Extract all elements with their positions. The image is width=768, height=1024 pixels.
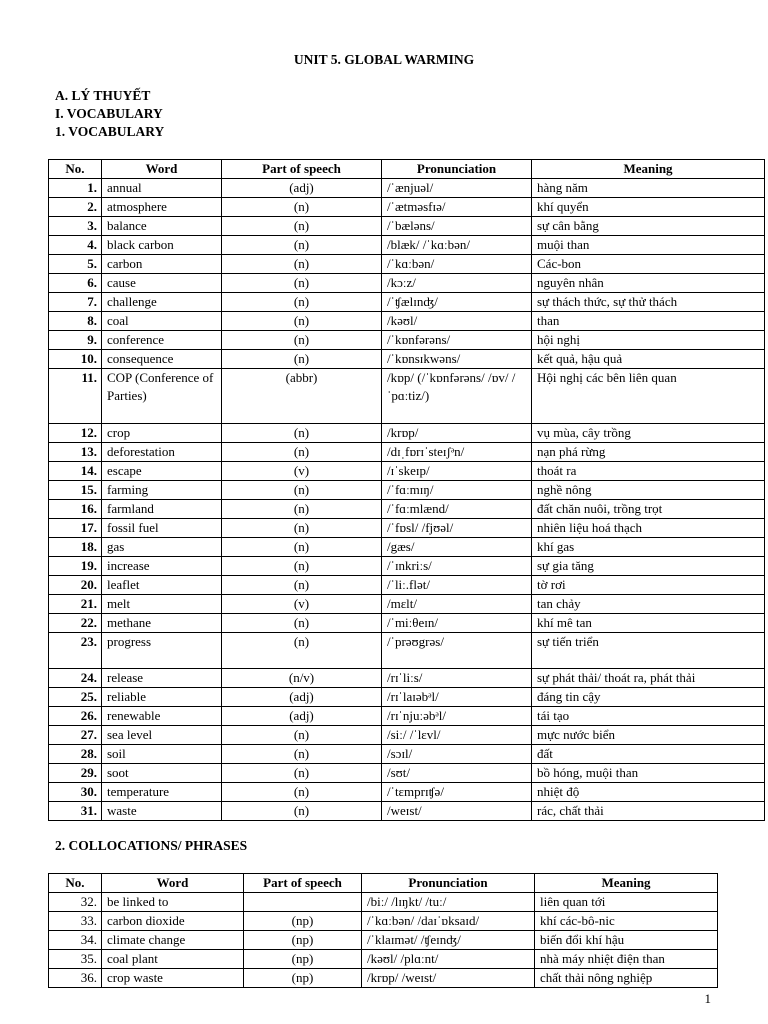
row-part-of-speech: (np) bbox=[244, 912, 362, 931]
row-meaning: nhiệt độ bbox=[532, 783, 765, 802]
row-meaning: bồ hóng, muội than bbox=[532, 764, 765, 783]
row-word: gas bbox=[102, 538, 222, 557]
row-meaning: Các-bon bbox=[532, 255, 765, 274]
row-number: 30. bbox=[49, 783, 102, 802]
row-part-of-speech bbox=[244, 893, 362, 912]
row-number: 32. bbox=[49, 893, 102, 912]
row-meaning: đáng tin cậy bbox=[532, 688, 765, 707]
row-number: 2. bbox=[49, 198, 102, 217]
row-word: melt bbox=[102, 595, 222, 614]
table-row bbox=[49, 707, 765, 726]
row-number: 1. bbox=[49, 179, 102, 198]
row-pronunciation: /ˈprəʊgrəs/ bbox=[382, 633, 532, 669]
table-row bbox=[49, 331, 765, 350]
row-word: crop waste bbox=[102, 969, 244, 988]
row-word: conference bbox=[102, 331, 222, 350]
row-meaning: nguyên nhân bbox=[532, 274, 765, 293]
row-pronunciation: /ˈbæləns/ bbox=[382, 217, 532, 236]
row-pronunciation: /biː/ /lɪŋkt/ /tuː/ bbox=[362, 893, 535, 912]
row-word: renewable bbox=[102, 707, 222, 726]
row-word: challenge bbox=[102, 293, 222, 312]
header-pronunciation: Pronunciation bbox=[382, 160, 532, 179]
row-pronunciation: /ˈfɑːmlænd/ bbox=[382, 500, 532, 519]
vocabulary-section-heading: I. VOCABULARY bbox=[55, 106, 163, 121]
row-meaning: khí các-bô-nic bbox=[535, 912, 718, 931]
row-meaning: nghề nông bbox=[532, 481, 765, 500]
row-number: 18. bbox=[49, 538, 102, 557]
collocations-table bbox=[48, 873, 718, 988]
row-meaning: hàng năm bbox=[532, 179, 765, 198]
row-pronunciation: /ˈklaɪmət/ /ʧeɪnʤ/ bbox=[362, 931, 535, 950]
row-number: 7. bbox=[49, 293, 102, 312]
table-row bbox=[49, 255, 765, 274]
row-pronunciation: /kəʊl/ bbox=[382, 312, 532, 331]
header-word: Word bbox=[102, 160, 222, 179]
row-number: 6. bbox=[49, 274, 102, 293]
row-word: reliable bbox=[102, 688, 222, 707]
row-meaning: tái tạo bbox=[532, 707, 765, 726]
row-part-of-speech: (n) bbox=[222, 557, 382, 576]
row-number: 26. bbox=[49, 707, 102, 726]
row-word: atmosphere bbox=[102, 198, 222, 217]
row-part-of-speech: (n) bbox=[222, 783, 382, 802]
page-number: 1 bbox=[704, 991, 711, 1006]
row-part-of-speech: (n) bbox=[222, 331, 382, 350]
row-part-of-speech: (np) bbox=[244, 969, 362, 988]
row-meaning: sự cân bằng bbox=[532, 217, 765, 236]
row-meaning: chất thải nông nghiệp bbox=[535, 969, 718, 988]
row-part-of-speech: (n) bbox=[222, 576, 382, 595]
row-number: 17. bbox=[49, 519, 102, 538]
table-row bbox=[49, 576, 765, 595]
table-row bbox=[49, 424, 765, 443]
row-meaning: sự thách thức, sự thử thách bbox=[532, 293, 765, 312]
row-pronunciation: /kɔːz/ bbox=[382, 274, 532, 293]
row-pronunciation: /rɪˈnjuːəbᵊl/ bbox=[382, 707, 532, 726]
row-word: leaflet bbox=[102, 576, 222, 595]
row-part-of-speech: (n) bbox=[222, 274, 382, 293]
row-meaning: đất bbox=[532, 745, 765, 764]
header-meaning: Meaning bbox=[532, 160, 765, 179]
table-row bbox=[49, 198, 765, 217]
header-word: Word bbox=[102, 874, 244, 893]
row-part-of-speech: (adj) bbox=[222, 688, 382, 707]
table-row bbox=[49, 500, 765, 519]
row-pronunciation: /ˈɪnkriːs/ bbox=[382, 557, 532, 576]
row-number: 31. bbox=[49, 802, 102, 821]
row-part-of-speech: (n) bbox=[222, 802, 382, 821]
row-pronunciation: /weɪst/ bbox=[382, 802, 532, 821]
row-word: carbon bbox=[102, 255, 222, 274]
header-no: No. bbox=[49, 160, 102, 179]
row-part-of-speech: (n) bbox=[222, 255, 382, 274]
table-row bbox=[49, 802, 765, 821]
row-meaning: tan chảy bbox=[532, 595, 765, 614]
row-word: annual bbox=[102, 179, 222, 198]
row-pronunciation: /ˈliː.flət/ bbox=[382, 576, 532, 595]
row-part-of-speech: (n) bbox=[222, 236, 382, 255]
table-row bbox=[49, 557, 765, 576]
row-part-of-speech: (adj) bbox=[222, 179, 382, 198]
row-pronunciation: /kɒp/ (/ˈkɒnfərəns/ /ɒv/ /ˈpɑːtiz/) bbox=[382, 369, 532, 424]
row-word: be linked to bbox=[102, 893, 244, 912]
row-part-of-speech: (n) bbox=[222, 633, 382, 669]
row-meaning: kết quả, hậu quả bbox=[532, 350, 765, 369]
table-row bbox=[49, 481, 765, 500]
row-meaning: đất chăn nuôi, trồng trọt bbox=[532, 500, 765, 519]
row-number: 16. bbox=[49, 500, 102, 519]
row-word: black carbon bbox=[102, 236, 222, 255]
row-word: fossil fuel bbox=[102, 519, 222, 538]
table-row bbox=[49, 633, 765, 669]
vocabulary-table bbox=[48, 159, 765, 821]
row-word: farming bbox=[102, 481, 222, 500]
vocabulary-subheading: 1. VOCABULARY bbox=[55, 124, 165, 139]
row-word: increase bbox=[102, 557, 222, 576]
row-meaning: mực nước biển bbox=[532, 726, 765, 745]
row-word: methane bbox=[102, 614, 222, 633]
row-word: sea level bbox=[102, 726, 222, 745]
row-number: 27. bbox=[49, 726, 102, 745]
row-meaning: nhà máy nhiệt điện than bbox=[535, 950, 718, 969]
table-row bbox=[49, 726, 765, 745]
row-number: 9. bbox=[49, 331, 102, 350]
table-row bbox=[49, 350, 765, 369]
header-meaning: Meaning bbox=[535, 874, 718, 893]
collocations-heading: 2. COLLOCATIONS/ PHRASES bbox=[55, 838, 248, 853]
table-row bbox=[49, 595, 765, 614]
row-number: 15. bbox=[49, 481, 102, 500]
header-part-of-speech: Part of speech bbox=[244, 874, 362, 893]
row-part-of-speech: (n) bbox=[222, 538, 382, 557]
table-row bbox=[49, 688, 765, 707]
row-number: 12. bbox=[49, 424, 102, 443]
row-meaning: sự phát thải/ thoát ra, phát thải bbox=[532, 669, 765, 688]
row-part-of-speech: (n) bbox=[222, 350, 382, 369]
row-part-of-speech: (n) bbox=[222, 614, 382, 633]
row-number: 21. bbox=[49, 595, 102, 614]
row-part-of-speech: (n) bbox=[222, 726, 382, 745]
row-meaning: khí gas bbox=[532, 538, 765, 557]
row-part-of-speech: (np) bbox=[244, 950, 362, 969]
row-number: 23. bbox=[49, 633, 102, 669]
row-word: release bbox=[102, 669, 222, 688]
row-number: 8. bbox=[49, 312, 102, 331]
row-word: coal bbox=[102, 312, 222, 331]
row-number: 25. bbox=[49, 688, 102, 707]
header-part-of-speech: Part of speech bbox=[222, 160, 382, 179]
header-no: No. bbox=[49, 874, 102, 893]
row-meaning: liên quan tới bbox=[535, 893, 718, 912]
table-row bbox=[49, 538, 765, 557]
row-number: 36. bbox=[49, 969, 102, 988]
row-part-of-speech: (n) bbox=[222, 312, 382, 331]
row-pronunciation: /ɪˈskeɪp/ bbox=[382, 462, 532, 481]
row-part-of-speech: (n) bbox=[222, 481, 382, 500]
row-part-of-speech: (n) bbox=[222, 198, 382, 217]
row-part-of-speech: (n) bbox=[222, 745, 382, 764]
header-pronunciation: Pronunciation bbox=[362, 874, 535, 893]
row-word: deforestation bbox=[102, 443, 222, 462]
row-part-of-speech: (n) bbox=[222, 293, 382, 312]
row-word: temperature bbox=[102, 783, 222, 802]
row-pronunciation: /ˈʧælɪnʤ/ bbox=[382, 293, 532, 312]
table-row bbox=[49, 931, 718, 950]
table-row bbox=[49, 893, 718, 912]
table-row bbox=[49, 312, 765, 331]
row-pronunciation: /gæs/ bbox=[382, 538, 532, 557]
row-pronunciation: /ˈkɒnfərəns/ bbox=[382, 331, 532, 350]
row-word: COP (Conference of Parties) bbox=[102, 369, 222, 424]
row-number: 33. bbox=[49, 912, 102, 931]
row-pronunciation: /ˈkɑːbən/ bbox=[382, 255, 532, 274]
row-meaning: sự gia tăng bbox=[532, 557, 765, 576]
row-meaning: thoát ra bbox=[532, 462, 765, 481]
row-part-of-speech: (n) bbox=[222, 424, 382, 443]
row-word: consequence bbox=[102, 350, 222, 369]
row-part-of-speech: (n) bbox=[222, 519, 382, 538]
row-pronunciation: /dɪˌfɒrɪˈsteɪʃᵊn/ bbox=[382, 443, 532, 462]
row-pronunciation: /ˈkɑːbən/ /daɪˈɒksaɪd/ bbox=[362, 912, 535, 931]
row-meaning: khí quyển bbox=[532, 198, 765, 217]
row-pronunciation: /ˈkɒnsɪkwəns/ bbox=[382, 350, 532, 369]
row-pronunciation: /mɛlt/ bbox=[382, 595, 532, 614]
row-word: balance bbox=[102, 217, 222, 236]
table-row bbox=[49, 745, 765, 764]
row-number: 22. bbox=[49, 614, 102, 633]
row-number: 14. bbox=[49, 462, 102, 481]
row-word: waste bbox=[102, 802, 222, 821]
row-part-of-speech: (n) bbox=[222, 764, 382, 783]
row-word: coal plant bbox=[102, 950, 244, 969]
row-number: 24. bbox=[49, 669, 102, 688]
table-row bbox=[49, 783, 765, 802]
document-title: UNIT 5. GLOBAL WARMING bbox=[293, 52, 475, 67]
table-header-row bbox=[49, 160, 765, 179]
row-word: crop bbox=[102, 424, 222, 443]
table-header-row bbox=[49, 874, 718, 893]
row-number: 5. bbox=[49, 255, 102, 274]
row-meaning: tờ rơi bbox=[532, 576, 765, 595]
row-meaning: muội than bbox=[532, 236, 765, 255]
row-pronunciation: /rɪˈliːs/ bbox=[382, 669, 532, 688]
table-row bbox=[49, 669, 765, 688]
table-row bbox=[49, 236, 765, 255]
row-number: 28. bbox=[49, 745, 102, 764]
row-number: 13. bbox=[49, 443, 102, 462]
row-pronunciation: /ˈfɒsl/ /fjʊəl/ bbox=[382, 519, 532, 538]
table-row bbox=[49, 764, 765, 783]
table-row bbox=[49, 443, 765, 462]
row-part-of-speech: (n) bbox=[222, 217, 382, 236]
row-meaning: hội nghị bbox=[532, 331, 765, 350]
row-word: escape bbox=[102, 462, 222, 481]
row-part-of-speech: (v) bbox=[222, 595, 382, 614]
row-pronunciation: /sʊt/ bbox=[382, 764, 532, 783]
row-word: progress bbox=[102, 633, 222, 669]
row-word: farmland bbox=[102, 500, 222, 519]
row-number: 4. bbox=[49, 236, 102, 255]
row-pronunciation: /sɔɪl/ bbox=[382, 745, 532, 764]
row-pronunciation: /ˈfɑːmɪŋ/ bbox=[382, 481, 532, 500]
row-number: 10. bbox=[49, 350, 102, 369]
table-row bbox=[49, 969, 718, 988]
row-number: 3. bbox=[49, 217, 102, 236]
row-pronunciation: /blæk/ /ˈkɑːbən/ bbox=[382, 236, 532, 255]
row-meaning: nạn phá rừng bbox=[532, 443, 765, 462]
table-row bbox=[49, 217, 765, 236]
row-part-of-speech: (n/v) bbox=[222, 669, 382, 688]
table-row bbox=[49, 179, 765, 198]
row-part-of-speech: (abbr) bbox=[222, 369, 382, 424]
row-part-of-speech: (adj) bbox=[222, 707, 382, 726]
row-meaning: rác, chất thải bbox=[532, 802, 765, 821]
row-part-of-speech: (n) bbox=[222, 443, 382, 462]
row-word: carbon dioxide bbox=[102, 912, 244, 931]
table-row bbox=[49, 519, 765, 538]
table-row bbox=[49, 369, 765, 424]
row-pronunciation: /krɒp/ bbox=[382, 424, 532, 443]
row-word: climate change bbox=[102, 931, 244, 950]
row-pronunciation: /ˈætməsfɪə/ bbox=[382, 198, 532, 217]
table-row bbox=[49, 950, 718, 969]
section-a-heading: A. LÝ THUYẾT bbox=[55, 88, 151, 103]
row-part-of-speech: (n) bbox=[222, 500, 382, 519]
row-pronunciation: /ˈtɛmprɪʧə/ bbox=[382, 783, 532, 802]
table-row bbox=[49, 462, 765, 481]
row-pronunciation: /siː/ /ˈlɛvl/ bbox=[382, 726, 532, 745]
row-meaning: vụ mùa, cây trồng bbox=[532, 424, 765, 443]
row-number: 20. bbox=[49, 576, 102, 595]
table-row bbox=[49, 274, 765, 293]
row-part-of-speech: (np) bbox=[244, 931, 362, 950]
row-meaning: than bbox=[532, 312, 765, 331]
row-word: soot bbox=[102, 764, 222, 783]
row-number: 34. bbox=[49, 931, 102, 950]
table-row bbox=[49, 912, 718, 931]
row-word: soil bbox=[102, 745, 222, 764]
row-word: cause bbox=[102, 274, 222, 293]
row-meaning: khí mê tan bbox=[532, 614, 765, 633]
row-part-of-speech: (v) bbox=[222, 462, 382, 481]
row-meaning: nhiên liệu hoá thạch bbox=[532, 519, 765, 538]
table-row bbox=[49, 293, 765, 312]
row-meaning: biến đổi khí hậu bbox=[535, 931, 718, 950]
row-number: 35. bbox=[49, 950, 102, 969]
row-number: 19. bbox=[49, 557, 102, 576]
row-pronunciation: /krɒp/ /weɪst/ bbox=[362, 969, 535, 988]
row-pronunciation: /ˈmiːθeɪn/ bbox=[382, 614, 532, 633]
row-number: 29. bbox=[49, 764, 102, 783]
row-pronunciation: /ˈænjuəl/ bbox=[382, 179, 532, 198]
table-row bbox=[49, 614, 765, 633]
row-meaning: sự tiến triển bbox=[532, 633, 765, 669]
row-pronunciation: /rɪˈlaɪəbᵊl/ bbox=[382, 688, 532, 707]
row-pronunciation: /kəʊl/ /plɑːnt/ bbox=[362, 950, 535, 969]
row-meaning: Hội nghị các bên liên quan bbox=[532, 369, 765, 424]
row-number: 11. bbox=[49, 369, 102, 424]
